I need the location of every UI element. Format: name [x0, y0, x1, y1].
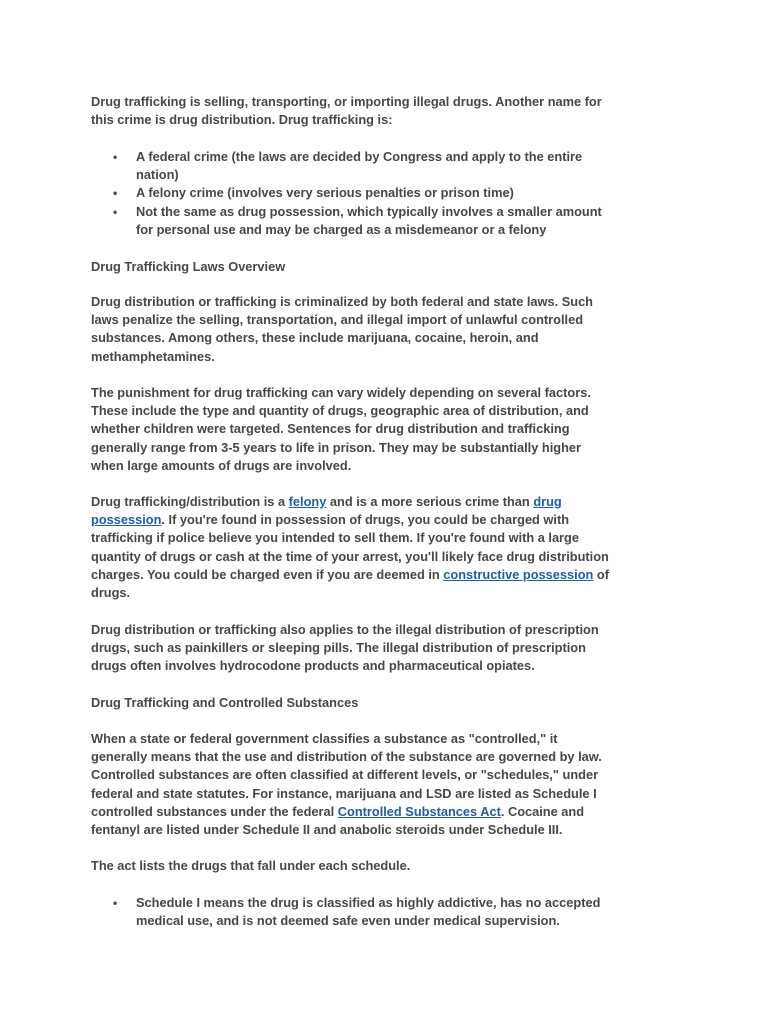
section-heading-overview: Drug Trafficking Laws Overview — [91, 259, 286, 274]
text-run: controlled substances under the federal — [91, 803, 338, 819]
list-item-line: • A federal crime (the laws are decided by Congress and apply to the entire — [136, 149, 583, 164]
paragraph-line: whether children were targeted. Sentences for drug distribution and trafficking — [91, 421, 570, 437]
schedules-list — [91, 894, 600, 930]
paragraph-line: methamphetamines. — [91, 348, 215, 364]
paragraph-line: generally range from 3-5 years to life in prison. They may be substantially higher — [91, 439, 581, 455]
list-item-line: • A felony crime (involves very serious penalties or prison time) — [136, 185, 514, 201]
paragraph-line: Controlled substances are often classified at different levels, or "schedules," under — [91, 767, 599, 783]
paragraph-line: generally means that the use and distribution of the substance are governed by law. — [91, 749, 602, 765]
felony-link[interactable]: felony — [288, 494, 327, 509]
paragraph-line: drugs, such as painkillers or sleeping pills. The illegal distribution of prescription — [91, 640, 586, 656]
section-heading-controlled: Drug Trafficking and Controlled Substances — [91, 695, 359, 710]
paragraph-line — [91, 493, 609, 511]
text-run: . Cocaine and — [500, 803, 585, 819]
text-run: . If you're found in possession of drugs, you could be charged with — [161, 512, 570, 528]
list-item — [91, 148, 602, 184]
paragraph-line: substances. Among others, these include marijuana, cocaine, heroin, and — [91, 330, 539, 346]
paragraph-line: drugs. — [91, 585, 131, 601]
paragraph-line — [91, 803, 602, 821]
paragraph-line: laws penalize the selling, transportation, and illegal import of unlawful controlled — [91, 312, 584, 328]
list-item — [91, 203, 602, 239]
paragraph-line: The act lists the drugs that fall under each schedule. — [91, 858, 411, 873]
controlled-paragraph — [91, 730, 602, 839]
paragraph-line: The punishment for drug trafficking can vary widely depending on several factors. — [91, 385, 591, 400]
intro-line: Drug trafficking is selling, transporting, or importing illegal drugs. Another name for — [91, 94, 602, 109]
paragraph-line: when large amounts of drugs are involved. — [91, 457, 352, 473]
constructive-possession-link[interactable]: constructive possession — [443, 566, 594, 582]
drug-possession-link[interactable]: drug — [533, 494, 562, 509]
list-item-line: • Schedule I means the drug is classified as highly addictive, has no accepted — [136, 895, 601, 910]
intro-paragraph — [91, 93, 602, 129]
list-item-line: medical use, and is not deemed safe even under medical supervision. — [136, 913, 560, 929]
paragraph-line: When a state or federal government classifies a substance as "controlled," it — [91, 731, 558, 746]
paragraph-line — [91, 511, 609, 529]
paragraph-line: Drug distribution or trafficking is criminalized by both federal and state laws. Such — [91, 294, 594, 309]
text-run: charges. You could be charged even if you are deemed in — [91, 566, 444, 582]
paragraph-line: Drug distribution or trafficking also applies to the illegal distribution of prescription — [91, 622, 599, 637]
overview-paragraph — [91, 293, 593, 366]
text-run: Drug trafficking/distribution is a — [91, 494, 289, 509]
punishment-paragraph — [91, 384, 591, 475]
list-item — [91, 894, 600, 930]
text-run: of — [593, 566, 609, 582]
paragraph-line — [91, 566, 609, 584]
controlled-substances-act-link[interactable]: Controlled Substances Act — [337, 803, 501, 819]
list-item-line: for personal use and may be charged as a misdemeanor or a felony — [136, 221, 547, 237]
text-run: and is a more serious crime than — [326, 494, 534, 509]
list-item-line: • Not the same as drug possession, which typically involves a smaller amount — [136, 203, 602, 219]
traits-list — [91, 148, 602, 239]
felony-paragraph — [91, 493, 609, 602]
paragraph-line: drugs often involves hydrocodone products and pharmaceutical opiates. — [91, 658, 535, 674]
prescription-paragraph — [91, 621, 599, 676]
list-item — [91, 184, 602, 202]
intro-line: this crime is drug distribution. Drug trafficking is: — [91, 112, 393, 128]
paragraph-line: trafficking if police believe you intended to sell them. If you're found with a large — [91, 530, 579, 546]
paragraph-line: quantity of drugs or cash at the time of your arrest, you'll likely face drug distribution — [91, 548, 609, 564]
paragraph-line: These include the type and quantity of drugs, geographic area of distribution, and — [91, 403, 589, 419]
paragraph-line: federal and state statutes. For instance, marijuana and LSD are listed as Schedule I — [91, 785, 597, 801]
list-item-line: nation) — [136, 167, 179, 183]
paragraph-line: fentanyl are listed under Schedule II and anabolic steroids under Schedule III. — [91, 822, 563, 838]
act-lists-paragraph — [91, 857, 410, 875]
drug-possession-link-continued[interactable]: possession — [91, 512, 162, 528]
